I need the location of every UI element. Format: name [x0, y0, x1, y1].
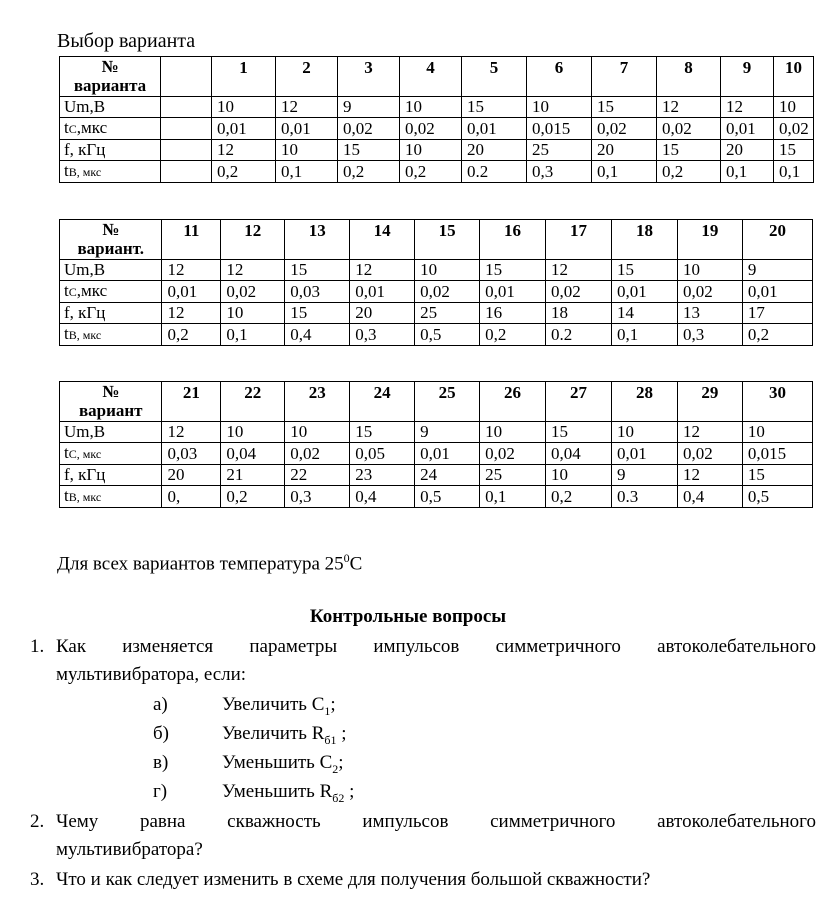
table-cell: 0,01: [350, 281, 415, 303]
table-cell: 24: [415, 465, 480, 486]
row-label-subscript: B, мкс: [68, 490, 102, 504]
table-cell: 0,1: [480, 486, 546, 508]
question-text-line: мультивибратора, если:: [56, 664, 247, 685]
row-label-subscript: B, мкс: [68, 328, 102, 342]
table-cell: 0,03: [285, 281, 350, 303]
table-row: [60, 97, 814, 118]
temperature-note: [57, 551, 362, 575]
table-cell: 0.2: [546, 324, 612, 346]
variant-number: 6: [527, 57, 592, 97]
table-cell: 12: [212, 140, 276, 161]
table-cell: 0,01: [721, 118, 774, 140]
row-label-text: Um,B: [64, 260, 106, 279]
table-cell: 20: [721, 140, 774, 161]
row-label-text: t: [64, 486, 69, 505]
table-row: [60, 260, 813, 281]
variant-number: 29: [677, 382, 742, 422]
variant-number: 28: [611, 382, 677, 422]
table-cell: 15: [592, 97, 657, 118]
question-number: 2.: [30, 811, 45, 832]
subitem-letter: б): [153, 723, 169, 744]
table-cell: 12: [657, 97, 721, 118]
question-text-line: мультивибратора?: [56, 839, 203, 860]
variant-number: 16: [480, 220, 546, 260]
table-cell: 10: [285, 422, 350, 443]
table-row: [60, 303, 813, 324]
table-row: [60, 118, 814, 140]
variant-number: 22: [221, 382, 285, 422]
header-label-line: №: [102, 220, 120, 239]
question-number: 3.: [30, 869, 45, 890]
header-label-line: вариант.: [77, 239, 145, 258]
header-label-line: №: [102, 382, 120, 401]
header-label-line: варианта: [73, 76, 147, 95]
table-cell: 0,5: [415, 324, 480, 346]
table-cell: 0,02: [338, 118, 400, 140]
table-cell: 12: [162, 422, 221, 443]
row-label: [60, 486, 162, 508]
table-cell: 10: [742, 422, 812, 443]
table-cell: 0,2: [162, 324, 221, 346]
table-cell: 25: [527, 140, 592, 161]
subitem-letter: а): [153, 694, 168, 715]
variant-table-3: [59, 381, 813, 508]
table-cell: 0.3: [611, 486, 677, 508]
table-cell: 0,02: [480, 443, 546, 465]
variant-number: 2: [276, 57, 338, 97]
table-cell: 0,5: [415, 486, 480, 508]
table-cell: 25: [415, 303, 480, 324]
row-label: [60, 303, 162, 324]
row-label-text: t: [64, 324, 69, 343]
table-cell: 9: [338, 97, 400, 118]
subitem-subscript: б2: [332, 790, 345, 805]
blank-header-cell: [161, 57, 212, 97]
table-cell: 12: [350, 260, 415, 281]
table-cell: 0,02: [546, 281, 612, 303]
variant-number: 19: [677, 220, 742, 260]
table-cell: 15: [338, 140, 400, 161]
table-cell: 0,04: [221, 443, 285, 465]
table-cell: 15: [657, 140, 721, 161]
subitem-letter: г): [153, 781, 168, 802]
row-label: [60, 161, 161, 183]
row-label-text: Um,B: [64, 422, 106, 441]
table-cell: 9: [415, 422, 480, 443]
blank-cell: [161, 140, 212, 161]
table-cell: 0,1: [774, 161, 814, 183]
row-label-text: t: [64, 281, 69, 300]
table-cell: 10: [400, 140, 462, 161]
table-cell: 12: [546, 260, 612, 281]
row-label: [60, 260, 162, 281]
table-cell: 0,01: [742, 281, 812, 303]
table-cell: 0,01: [212, 118, 276, 140]
table-cell: 0,4: [350, 486, 415, 508]
variant-number: 12: [221, 220, 285, 260]
table-cell: 17: [742, 303, 812, 324]
table-header-row: [60, 57, 814, 97]
table-cell: 12: [162, 260, 221, 281]
table-cell: 23: [350, 465, 415, 486]
question-text-line: Что и как следует изменить в схеме для получения большой скважности?: [56, 869, 651, 890]
variant-number: 5: [462, 57, 527, 97]
question-text-line: Чему равна скважность импульсов симметричного автоколебательного: [56, 811, 816, 832]
table-cell: 0,02: [677, 281, 742, 303]
table-cell: 12: [162, 303, 221, 324]
variant-number: 3: [338, 57, 400, 97]
table-cell: 10: [221, 422, 285, 443]
table-cell: 10: [611, 422, 677, 443]
table-cell: 0,2: [546, 486, 612, 508]
subitem-letter: в): [153, 752, 169, 773]
table-cell: 15: [285, 303, 350, 324]
row-label-text: t: [64, 118, 69, 137]
row-label: [60, 281, 162, 303]
variant-number: 15: [415, 220, 480, 260]
subitem-punct: ;: [344, 781, 355, 802]
table-cell: 0,2: [221, 486, 285, 508]
table-row: [60, 140, 814, 161]
table-row: [60, 324, 813, 346]
variant-number: 4: [400, 57, 462, 97]
table-cell: 0,02: [221, 281, 285, 303]
blank-cell: [161, 161, 212, 183]
row-label-text: Um,B: [64, 97, 106, 116]
variant-number: 8: [657, 57, 721, 97]
row-label: [60, 118, 161, 140]
table-cell: 10: [546, 465, 612, 486]
variant-number: 17: [546, 220, 612, 260]
row-label-text: f, кГц: [64, 303, 106, 322]
table-cell: 15: [611, 260, 677, 281]
table-cell: 18: [546, 303, 612, 324]
variant-number: 21: [162, 382, 221, 422]
subitem-subscript: 2: [332, 761, 339, 776]
subitem-subscript: 1: [324, 703, 331, 718]
table-cell: 0,01: [480, 281, 546, 303]
variant-number: 20: [742, 220, 812, 260]
question-1: [30, 633, 816, 689]
table-cell: 12: [677, 465, 742, 486]
table-cell: 10: [677, 260, 742, 281]
question-3: [30, 866, 816, 894]
table-cell: 0,2: [400, 161, 462, 183]
variant-header-label: [60, 57, 161, 97]
table-cell: 0,: [162, 486, 221, 508]
table-cell: 0,01: [611, 281, 677, 303]
table-cell: 0,3: [527, 161, 592, 183]
variant-number: 26: [480, 382, 546, 422]
table-cell: 10: [276, 140, 338, 161]
table-cell: 0,2: [338, 161, 400, 183]
subitem-main: Уменьшить R: [222, 781, 333, 802]
table-cell: 0,1: [592, 161, 657, 183]
variant-number: 25: [415, 382, 480, 422]
table-cell: 0,01: [415, 443, 480, 465]
row-label: [60, 465, 162, 486]
variant-header-label: [60, 382, 162, 422]
table-cell: 15: [546, 422, 612, 443]
table-header-row: [60, 220, 813, 260]
table-cell: 0,3: [285, 486, 350, 508]
variant-number: 9: [721, 57, 774, 97]
table-cell: 0,02: [400, 118, 462, 140]
table-cell: 10: [774, 97, 814, 118]
variant-number: 24: [350, 382, 415, 422]
table-cell: 0,1: [276, 161, 338, 183]
temperature-unit: C: [349, 553, 363, 575]
table-cell: 0,01: [276, 118, 338, 140]
variant-number: 11: [162, 220, 221, 260]
table-cell: 20: [350, 303, 415, 324]
table-cell: 15: [462, 97, 527, 118]
table-cell: 15: [480, 260, 546, 281]
table-cell: 0,2: [212, 161, 276, 183]
table-cell: 0,02: [285, 443, 350, 465]
row-label-text: f, кГц: [64, 465, 106, 484]
table-cell: 0,2: [480, 324, 546, 346]
table-cell: 0,02: [415, 281, 480, 303]
subitem-punct: ;: [330, 694, 336, 715]
row-label-subscript: C, мкс: [68, 447, 102, 461]
subitem-text: [222, 778, 354, 812]
variant-number: 18: [611, 220, 677, 260]
variant-table-2: [59, 219, 813, 346]
subitem-main: Увеличить C: [222, 694, 325, 715]
table-cell: 0,4: [677, 486, 742, 508]
table-cell: 21: [221, 465, 285, 486]
row-label-suffix: ,мкс: [76, 118, 108, 137]
table-cell: 0,02: [774, 118, 814, 140]
table-cell: 0.2: [462, 161, 527, 183]
question-text-line: Как изменяется параметры импульсов симметричного автоколебательного: [56, 636, 816, 657]
subitem-main: Уменьшить C: [222, 752, 333, 773]
table-cell: 0,05: [350, 443, 415, 465]
table-cell: 15: [774, 140, 814, 161]
table-cell: 0,01: [611, 443, 677, 465]
table-row: [60, 465, 813, 486]
table-cell: 0,1: [611, 324, 677, 346]
table-cell: 10: [415, 260, 480, 281]
table-cell: 12: [276, 97, 338, 118]
question-number: 1.: [30, 636, 45, 657]
table-cell: 10: [212, 97, 276, 118]
table-cell: 10: [400, 97, 462, 118]
table-cell: 10: [480, 422, 546, 443]
subitem-main: Увеличить R: [222, 723, 325, 744]
variant-number: 30: [742, 382, 812, 422]
variant-number: 7: [592, 57, 657, 97]
table-cell: 20: [592, 140, 657, 161]
row-label: [60, 324, 162, 346]
table-row: [60, 443, 813, 465]
table-cell: 22: [285, 465, 350, 486]
table-cell: 20: [162, 465, 221, 486]
table-row: [60, 422, 813, 443]
variant-number: 1: [212, 57, 276, 97]
header-label-line: №: [101, 57, 119, 76]
table-row: [60, 281, 813, 303]
row-label-text: t: [64, 443, 69, 462]
table-header-row: [60, 382, 813, 422]
table-cell: 0,02: [657, 118, 721, 140]
row-label-text: f, кГц: [64, 140, 106, 159]
row-label: [60, 97, 161, 118]
row-label-suffix: ,мкс: [76, 281, 108, 300]
table-cell: 0,01: [462, 118, 527, 140]
table-cell: 14: [611, 303, 677, 324]
table-cell: 0,5: [742, 486, 812, 508]
subitem-punct: ;: [338, 752, 344, 773]
question-2: [30, 808, 816, 864]
table-cell: 10: [527, 97, 592, 118]
table-cell: 16: [480, 303, 546, 324]
table-cell: 9: [742, 260, 812, 281]
temperature-degree: 0: [343, 551, 350, 565]
variant-number: 13: [285, 220, 350, 260]
variant-header-label: [60, 220, 162, 260]
table-cell: 13: [677, 303, 742, 324]
table-cell: 12: [677, 422, 742, 443]
blank-cell: [161, 118, 212, 140]
row-label-subscript: C: [68, 285, 77, 299]
table-cell: 0,3: [350, 324, 415, 346]
table-cell: 10: [221, 303, 285, 324]
table-cell: 12: [721, 97, 774, 118]
table-row: [60, 486, 813, 508]
header-label-line: вариант: [78, 401, 143, 420]
variant-table-1: [59, 56, 814, 183]
table-cell: 15: [350, 422, 415, 443]
table-cell: 0,4: [285, 324, 350, 346]
table-cell: 20: [462, 140, 527, 161]
variant-number: 23: [285, 382, 350, 422]
table-cell: 12: [221, 260, 285, 281]
table-cell: 0,3: [677, 324, 742, 346]
table-cell: 0,015: [742, 443, 812, 465]
table-cell: 9: [611, 465, 677, 486]
table-cell: 0,02: [592, 118, 657, 140]
row-label: [60, 422, 162, 443]
table-row: [60, 161, 814, 183]
row-label-subscript: B, мкс: [68, 165, 102, 179]
table-cell: 25: [480, 465, 546, 486]
row-label-subscript: C: [68, 122, 77, 136]
subitem-punct: ;: [336, 723, 347, 744]
table-cell: 0,2: [742, 324, 812, 346]
row-label-text: t: [64, 161, 69, 180]
variant-number: 10: [774, 57, 814, 97]
table-cell: 0,015: [527, 118, 592, 140]
questions-heading: Контрольные вопросы: [309, 606, 507, 627]
table-cell: 0,02: [677, 443, 742, 465]
table-cell: 0,2: [657, 161, 721, 183]
row-label: [60, 140, 161, 161]
table-cell: 0,01: [162, 281, 221, 303]
table-cell: 15: [742, 465, 812, 486]
variant-number: 14: [350, 220, 415, 260]
row-label: [60, 443, 162, 465]
table-cell: 0,03: [162, 443, 221, 465]
page-title: Выбор варианта: [57, 30, 196, 52]
variant-number: 27: [546, 382, 612, 422]
blank-cell: [161, 97, 212, 118]
table-cell: 0,1: [221, 324, 285, 346]
table-cell: 15: [285, 260, 350, 281]
temperature-note-text: Для всех вариантов температура 25: [57, 553, 344, 575]
table-cell: 0,1: [721, 161, 774, 183]
table-cell: 0,04: [546, 443, 612, 465]
subitem-subscript: б1: [324, 732, 337, 747]
